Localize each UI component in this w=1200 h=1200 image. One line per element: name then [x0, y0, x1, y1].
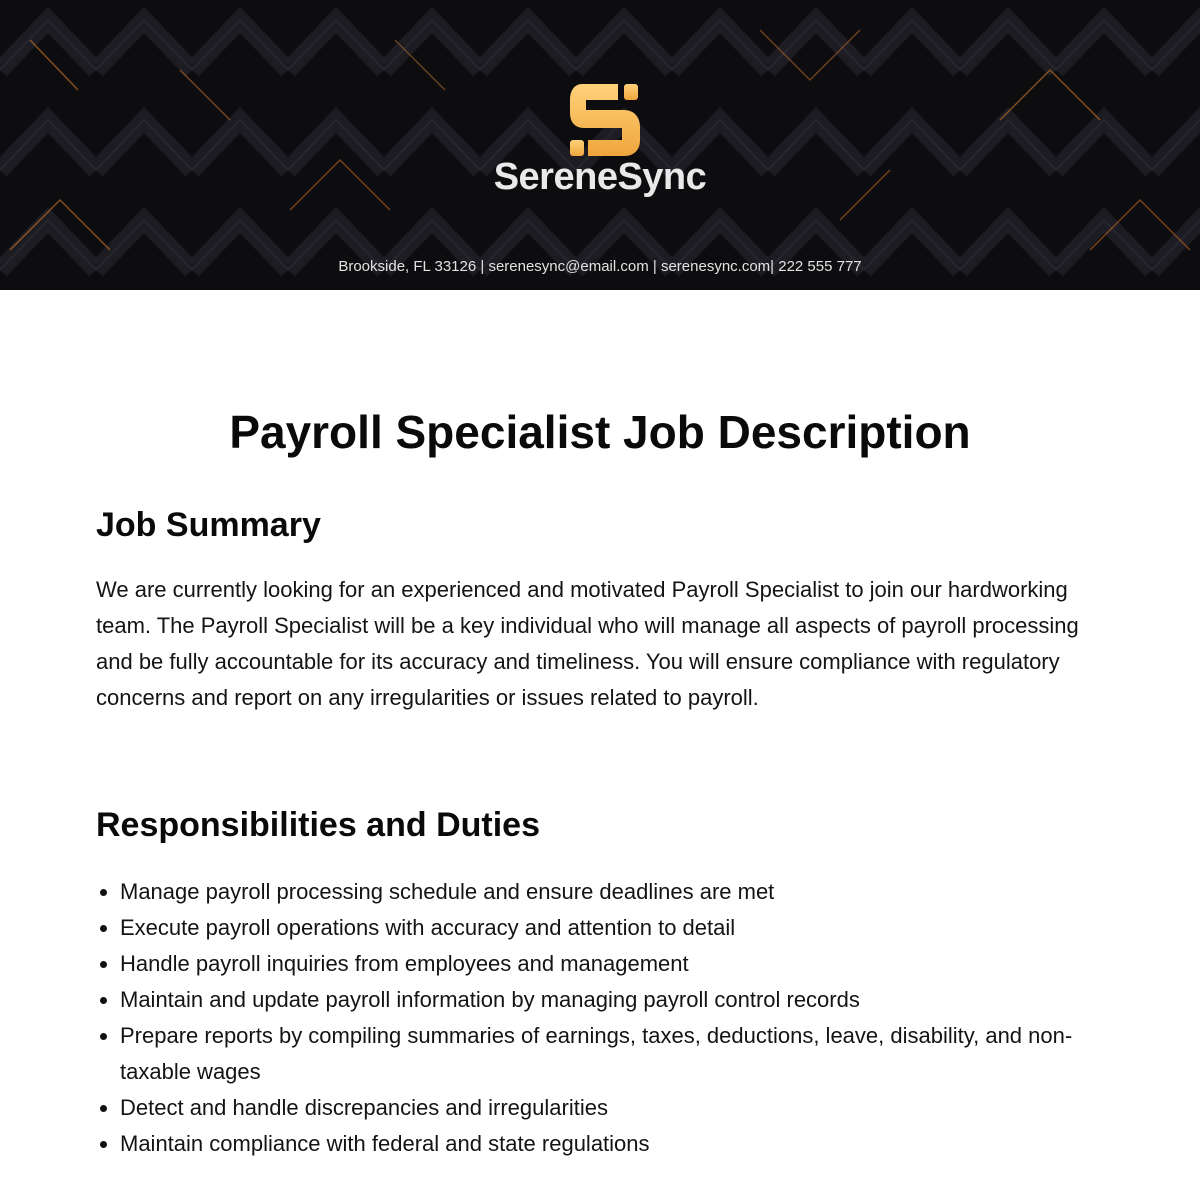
list-item-text: Maintain compliance with federal and state regulations — [120, 1131, 650, 1156]
contact-line: Brookside, FL 33126 | serenesync@email.com | serenesync.com| 222 555 777 — [338, 258, 862, 275]
brand-name: SereneSync — [493, 156, 707, 198]
responsibilities-list — [96, 874, 1096, 1162]
list-item-text: Maintain and update payroll information by managing payroll control records — [120, 987, 860, 1012]
list-item — [96, 910, 1096, 946]
list-item-text: Detect and handle discrepancies and irregularities — [120, 1095, 608, 1120]
list-item-text: Handle payroll inquiries from employees and management — [120, 951, 689, 976]
list-item — [96, 1126, 1096, 1162]
bullet-icon — [100, 889, 107, 896]
header-banner — [0, 0, 1200, 290]
bullet-icon — [100, 961, 107, 968]
bullet-icon — [100, 1033, 107, 1040]
list-item-text: Execute payroll operations with accuracy and attention to detail — [120, 915, 736, 940]
list-item — [96, 1090, 1096, 1126]
bullet-icon — [100, 997, 107, 1004]
list-item — [96, 1018, 1096, 1090]
list-item — [96, 874, 1096, 910]
page-title: Payroll Specialist Job Description — [229, 406, 971, 458]
responsibilities-heading: Responsibilities and Duties — [96, 806, 540, 844]
list-item — [96, 982, 1096, 1018]
serenesync-s-logo-icon — [568, 82, 642, 158]
job-summary-heading: Job Summary — [96, 506, 321, 544]
list-item-text: Prepare reports by compiling summaries of earnings, taxes, deductions, leave, disability, and non-taxable wages — [120, 1023, 1073, 1084]
bullet-icon — [100, 1141, 107, 1148]
bullet-icon — [100, 925, 107, 932]
bullet-icon — [100, 1105, 107, 1112]
job-summary-text: We are currently looking for an experienced and motivated Payroll Specialist to join our hardworking team. The Payroll Specialist will be a key individual who will manage all aspects of payroll processing and be fully accountable for its accuracy and timeliness. You will ensure compliance with regulatory concerns and report on any irregularities or issues related to payroll. — [96, 577, 1079, 710]
list-item-text: Manage payroll processing schedule and ensure deadlines are met — [120, 879, 775, 904]
list-item — [96, 946, 1096, 982]
